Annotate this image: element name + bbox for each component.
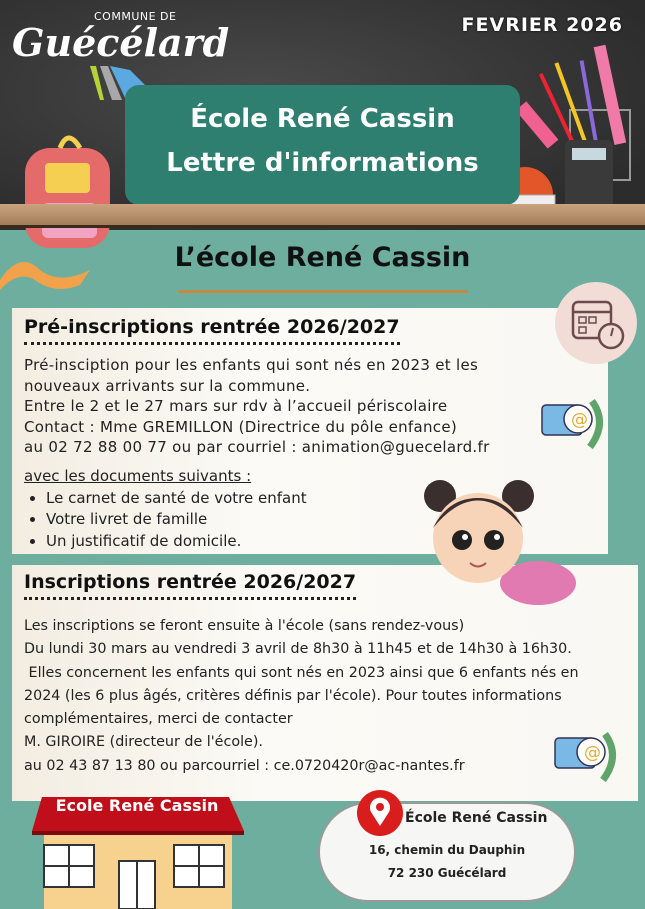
- backpack-illustration: [20, 128, 130, 248]
- header-chalkboard: [0, 0, 645, 230]
- location-pin-icon: [357, 790, 403, 836]
- list-item: • Un justificatif de domicile.: [46, 531, 307, 553]
- text-line: 2024 (les 6 plus âgés, critères définis par l'école). Pour toutes informations: [24, 687, 562, 704]
- preinscriptions-text: [24, 355, 490, 458]
- school-sign: Ecole René Cassin: [55, 796, 219, 815]
- banner-subtitle: Lettre d'informations: [166, 148, 479, 178]
- text-line: Les inscriptions se feront ensuite à l'école (sans rendez-vous): [24, 618, 465, 634]
- logo-caption: COMMUNE DE: [94, 10, 177, 23]
- issue-month: FEVRIER 2026: [461, 14, 623, 36]
- address-street: 16, chemin du Dauphin: [368, 843, 526, 857]
- calendar-clock-icon: [555, 282, 637, 364]
- text-line: au 02 43 87 13 80 ou parcourriel : ce.0720420r@ac-nantes.fr: [24, 757, 465, 774]
- text-line: Contact : Mme GREMILLON (Directrice du pôle enfance): [24, 417, 458, 436]
- preinscriptions-heading: Pré-inscriptions rentrée 2026/2027: [24, 316, 400, 345]
- documents-list: [24, 466, 307, 552]
- text-line: complémentaires, merci de contacter: [24, 711, 293, 728]
- text-line: au 02 72 88 00 77 ou par courriel : animation@guecelard.fr: [24, 438, 490, 456]
- list-item: • Le carnet de santé de votre enfant: [46, 488, 307, 510]
- text-line: M. GIROIRE (directeur de l'école).: [24, 734, 263, 751]
- wooden-shelf: [0, 204, 645, 228]
- text-line: Pré-insciption pour les enfants qui sont nés en 2023 et les: [24, 356, 479, 374]
- svg-text:@: @: [571, 410, 588, 430]
- text-line: Du lundi 30 mars au vendredi 3 avril de 8h30 à 11h45 et de 14h30 à 16h30.: [24, 641, 572, 658]
- inscriptions-text: [24, 615, 579, 778]
- text-line: nouveaux arrivants sur la commune.: [24, 376, 311, 395]
- address-school-name: École René Cassin: [405, 810, 548, 826]
- title-banner: [125, 85, 520, 205]
- banner-school-name: École René Cassin: [190, 104, 455, 134]
- crawling-baby-illustration: [418, 468, 578, 618]
- documents-label: avec les documents suivants :: [24, 467, 252, 485]
- logo-wordmark: Guécélard: [12, 20, 230, 65]
- title-underline: [178, 290, 468, 293]
- page-title: L’école René Cassin: [174, 242, 471, 273]
- list-item: • Votre livret de famille: [46, 509, 307, 531]
- email-phone-contact-icon: [553, 728, 621, 784]
- address-city: 72 230 Guécélard: [387, 866, 507, 880]
- svg-text:@: @: [584, 743, 601, 763]
- inscriptions-heading: Inscriptions rentrée 2026/2027: [24, 571, 356, 600]
- text-line: Elles concernent les enfants qui sont nés en 2023 ainsi que 6 enfants nés en: [24, 664, 579, 681]
- text-line: Entre le 2 et le 27 mars sur rdv à l’accueil périscolaire: [24, 397, 448, 415]
- email-phone-contact-icon: [540, 395, 608, 451]
